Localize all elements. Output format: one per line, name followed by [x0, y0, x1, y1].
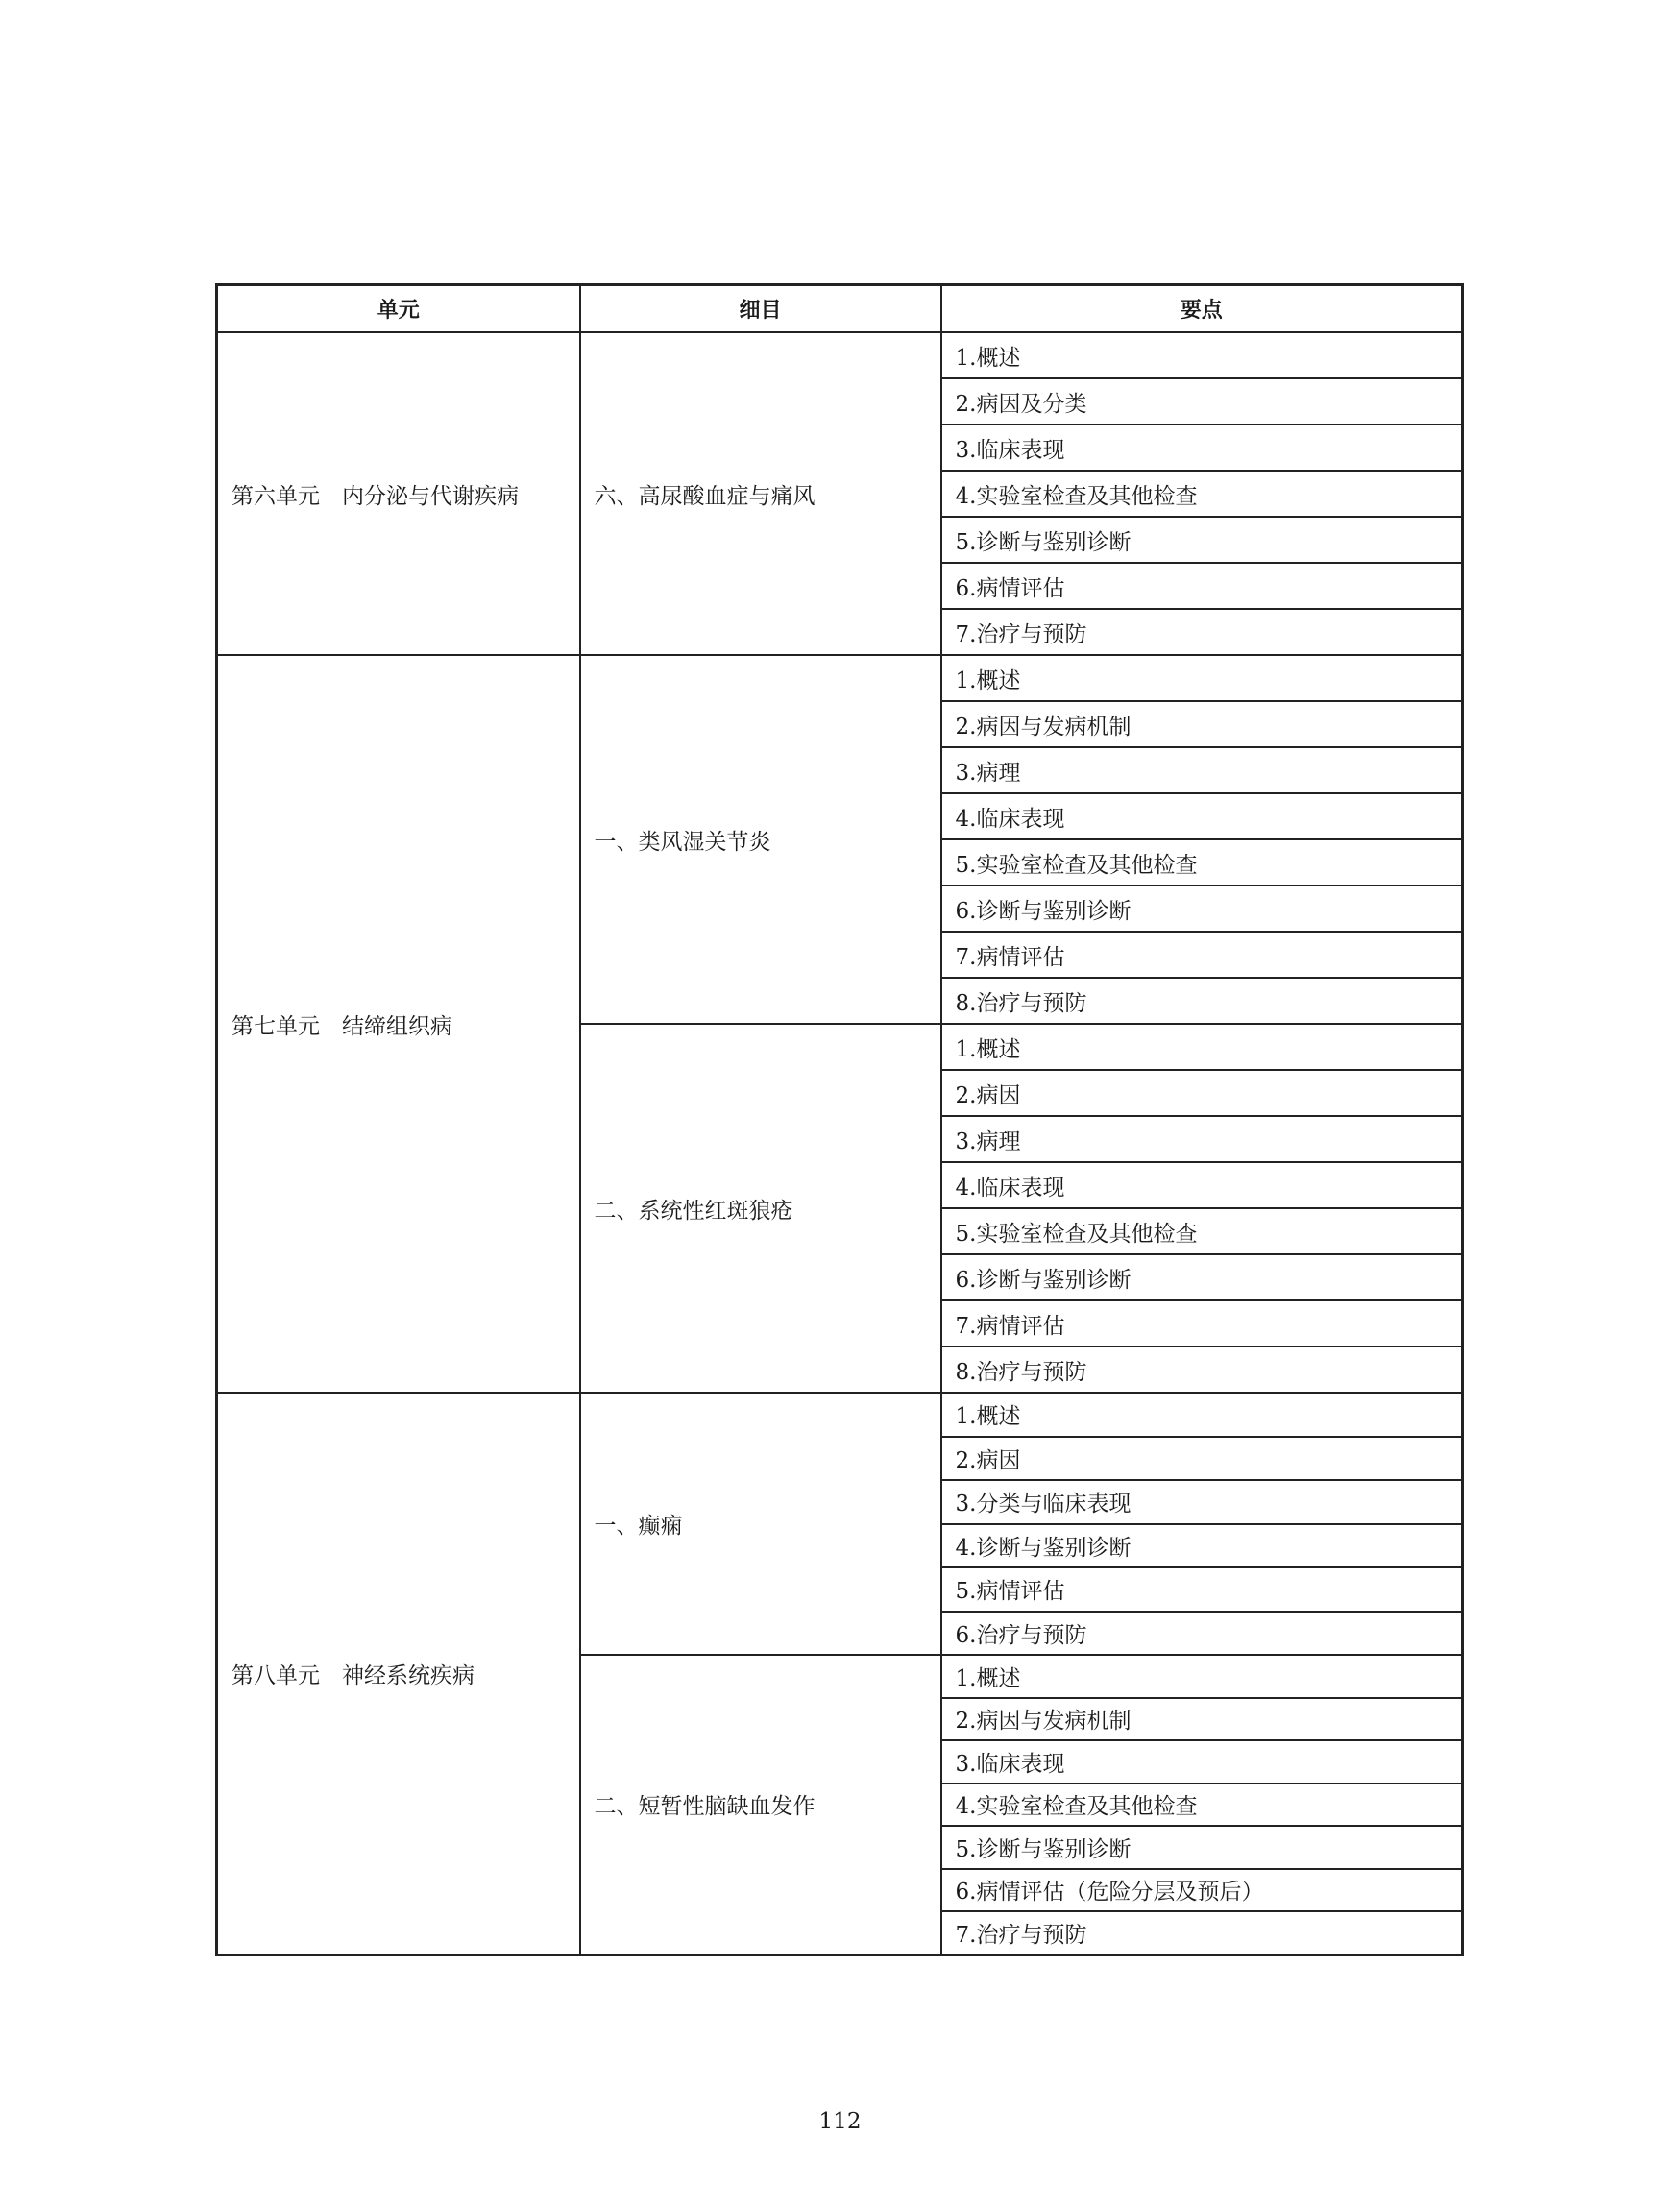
table-row	[217, 1393, 1463, 1437]
table-row	[217, 332, 1463, 378]
point-cell: 7.治疗与预防	[941, 1911, 1463, 1954]
unit-cell: 第八单元 神经系统疾病	[217, 1393, 580, 1954]
point-cell: 4.诊断与鉴别诊断	[941, 1524, 1463, 1568]
point-cell: 1.概述	[941, 1024, 1463, 1070]
header-item: 细目	[580, 285, 941, 333]
syllabus-table	[215, 283, 1464, 1956]
item-cell: 二、短暂性脑缺血发作	[580, 1655, 941, 1954]
point-cell: 5.病情评估	[941, 1567, 1463, 1612]
point-cell: 4.实验室检查及其他检查	[941, 471, 1463, 517]
point-cell: 7.病情评估	[941, 1300, 1463, 1347]
point-cell: 1.概述	[941, 332, 1463, 378]
point-cell: 3.临床表现	[941, 1740, 1463, 1784]
table-header-row	[217, 285, 1463, 333]
point-cell: 6.诊断与鉴别诊断	[941, 886, 1463, 932]
point-cell: 7.病情评估	[941, 932, 1463, 978]
point-cell: 3.分类与临床表现	[941, 1480, 1463, 1524]
point-cell: 1.概述	[941, 1393, 1463, 1437]
point-cell: 2.病因与发病机制	[941, 1698, 1463, 1741]
item-cell: 六、高尿酸血症与痛风	[580, 332, 941, 655]
point-cell: 6.病情评估（危险分层及预后）	[941, 1869, 1463, 1912]
point-cell: 1.概述	[941, 1655, 1463, 1698]
point-cell: 7.治疗与预防	[941, 609, 1463, 655]
point-cell: 6.治疗与预防	[941, 1612, 1463, 1656]
point-cell: 6.诊断与鉴别诊断	[941, 1254, 1463, 1300]
point-cell: 4.实验室检查及其他检查	[941, 1784, 1463, 1827]
item-cell: 一、类风湿关节炎	[580, 655, 941, 1024]
point-cell: 3.病理	[941, 1116, 1463, 1162]
point-cell: 5.诊断与鉴别诊断	[941, 517, 1463, 563]
item-cell: 二、系统性红斑狼疮	[580, 1024, 941, 1393]
point-cell: 4.临床表现	[941, 1162, 1463, 1208]
point-cell: 5.实验室检查及其他检查	[941, 839, 1463, 886]
point-cell: 2.病因与发病机制	[941, 701, 1463, 747]
table-row	[217, 655, 1463, 701]
point-cell: 2.病因	[941, 1437, 1463, 1481]
point-cell: 3.病理	[941, 747, 1463, 793]
unit-cell: 第七单元 结缔组织病	[217, 655, 580, 1393]
header-unit: 单元	[217, 285, 580, 333]
point-cell: 8.治疗与预防	[941, 978, 1463, 1024]
page-number: 112	[818, 2109, 862, 2134]
header-points: 要点	[941, 285, 1463, 333]
point-cell: 4.临床表现	[941, 793, 1463, 839]
point-cell: 2.病因	[941, 1070, 1463, 1116]
item-cell: 一、癫痫	[580, 1393, 941, 1655]
point-cell: 5.诊断与鉴别诊断	[941, 1826, 1463, 1869]
unit-cell: 第六单元 内分泌与代谢疾病	[217, 332, 580, 655]
point-cell: 6.病情评估	[941, 563, 1463, 609]
point-cell: 3.临床表现	[941, 425, 1463, 471]
point-cell: 5.实验室检查及其他检查	[941, 1208, 1463, 1254]
point-cell: 1.概述	[941, 655, 1463, 701]
point-cell: 2.病因及分类	[941, 378, 1463, 425]
point-cell: 8.治疗与预防	[941, 1347, 1463, 1393]
